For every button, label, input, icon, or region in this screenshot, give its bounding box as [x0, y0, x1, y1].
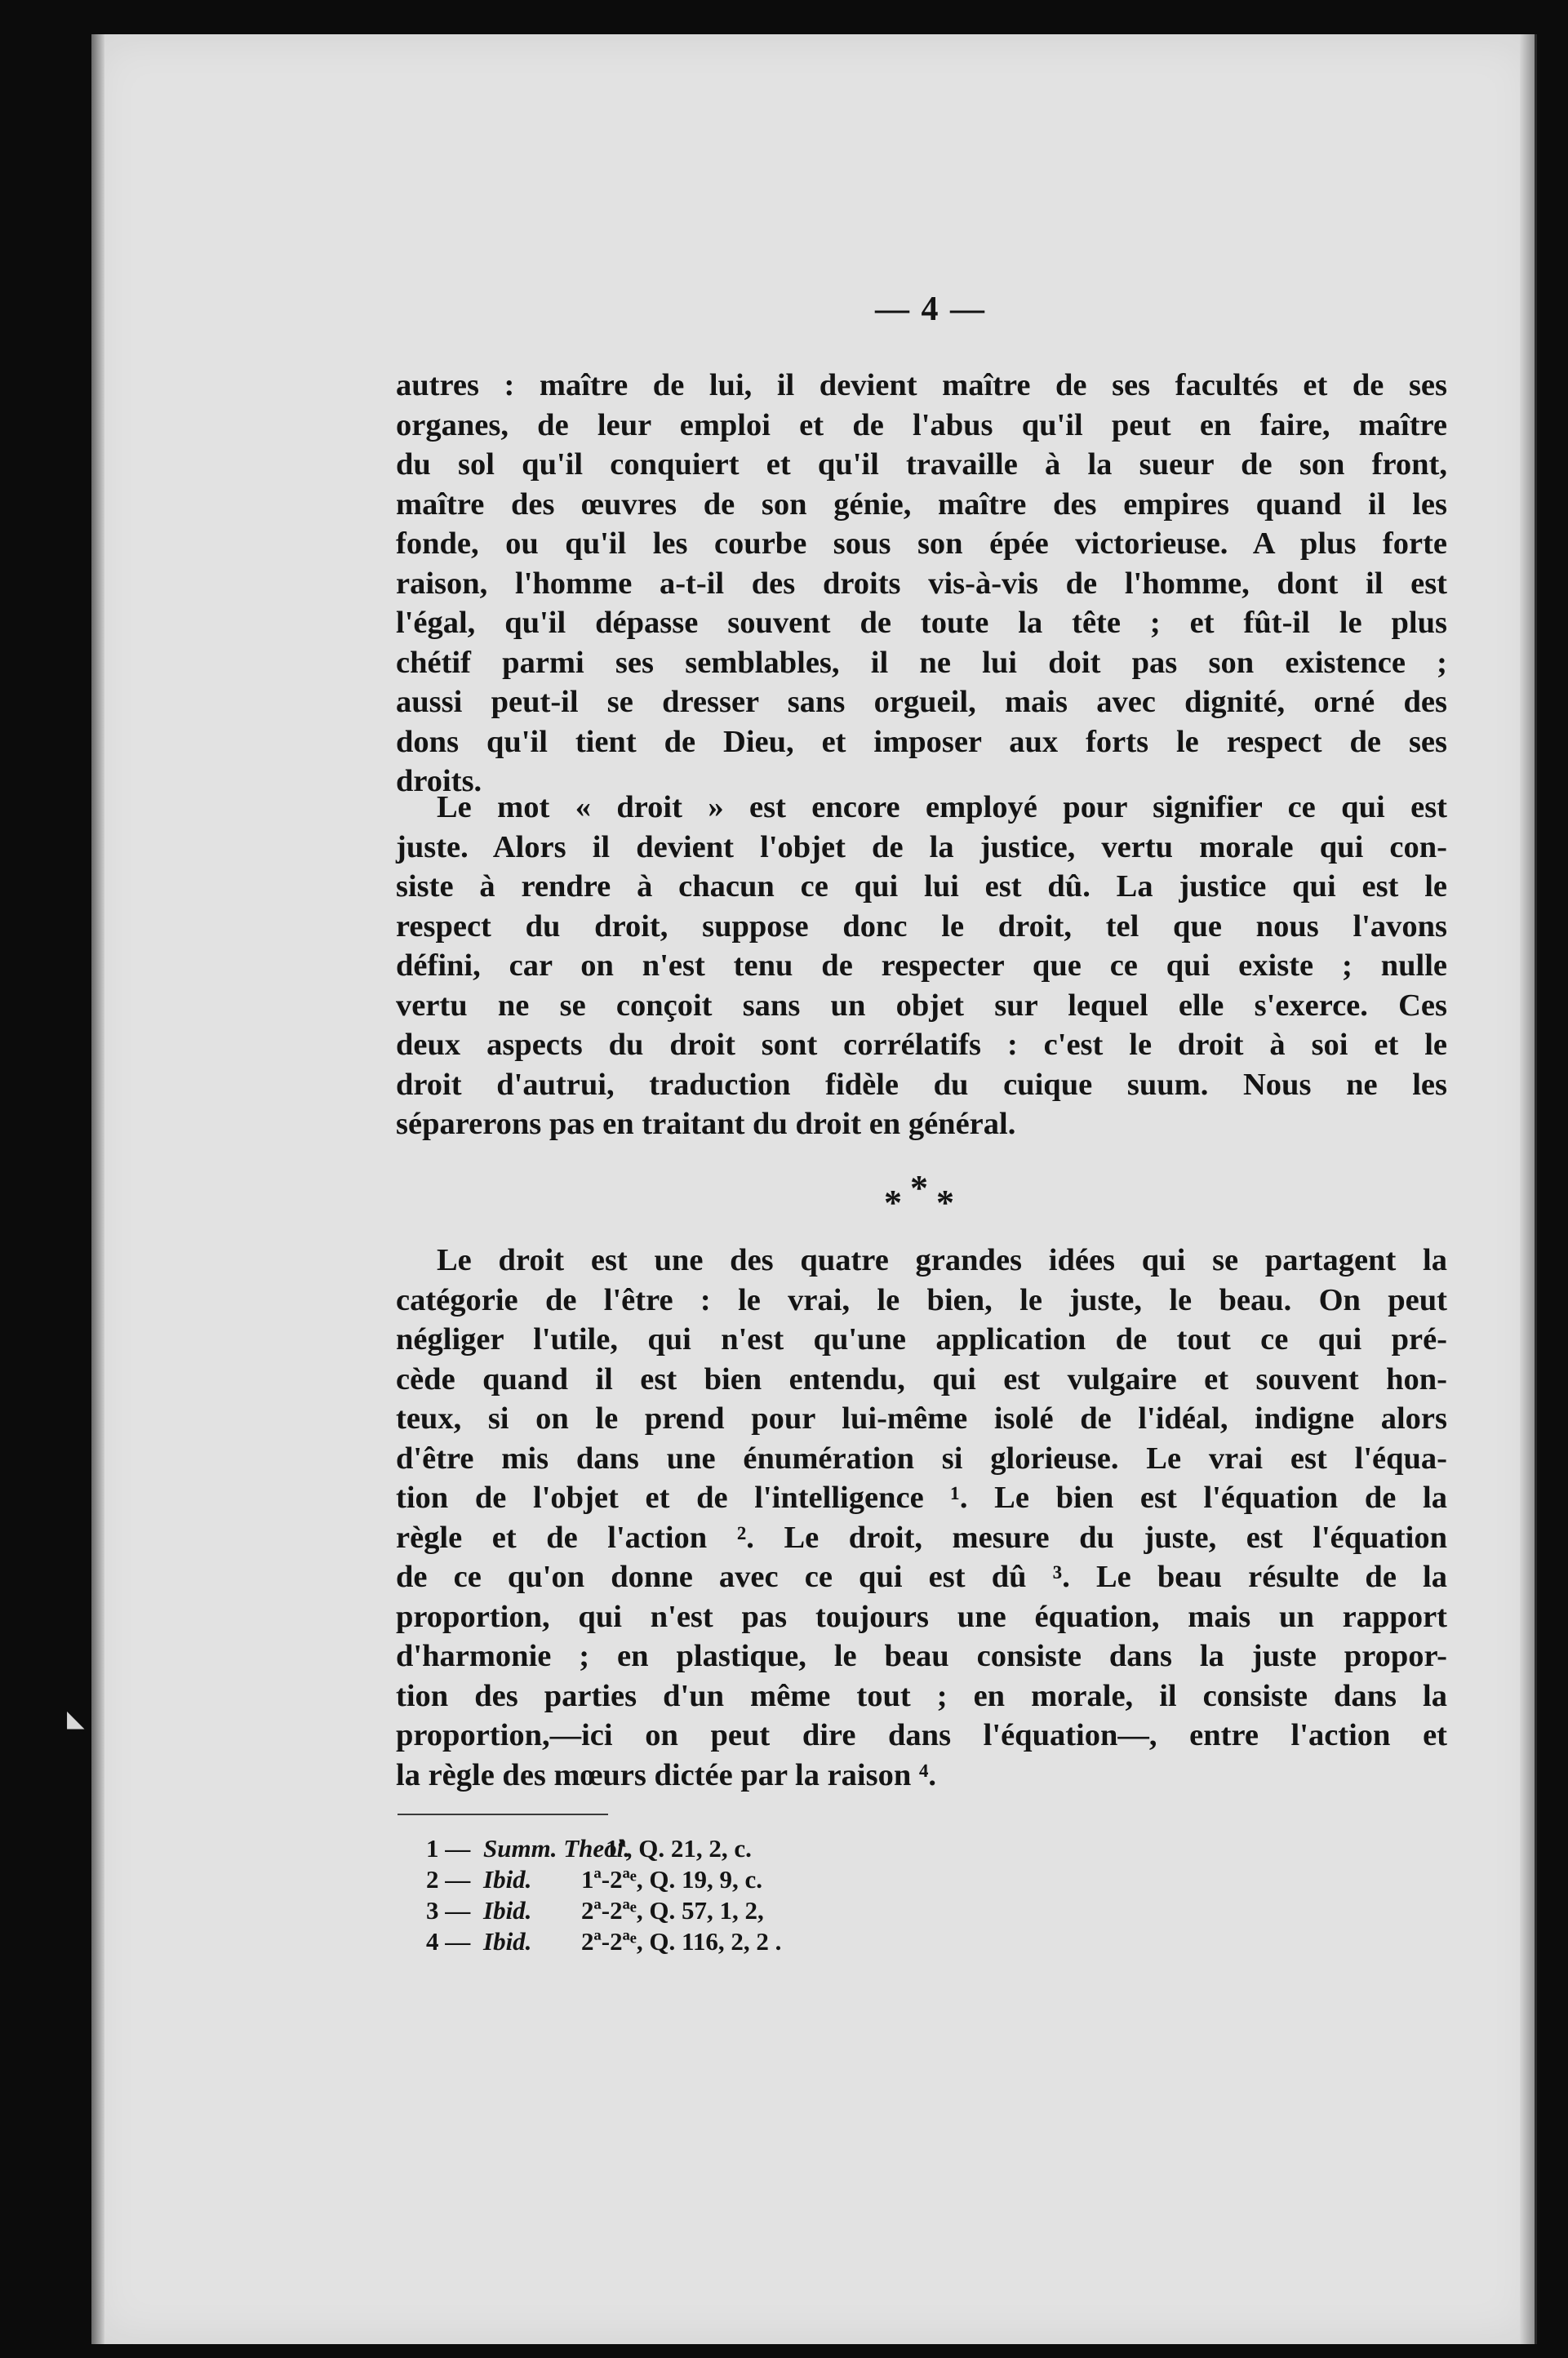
paragraph-line: proportion, qui n'est pas toujours une équation, mais un rapport — [396, 1599, 1447, 1634]
footnote-divider — [398, 1814, 608, 1815]
footnote-work: Ibid. — [483, 1896, 532, 1925]
paragraph-line: juste. Alors il devient l'objet de la justice, vertu morale qui con- — [396, 829, 1447, 864]
paragraph-line: fonde, ou qu'il les courbe sous son épée victorieuse. A plus forte — [396, 526, 1447, 561]
margin-mark: ◣ — [67, 1707, 85, 1732]
footnote — [426, 1833, 997, 1864]
footnote-reference: 1ª-2ªᵉ, Q. 19, 9, c. — [581, 1865, 763, 1894]
paragraph-line: teux, si on le prend pour lui-même isolé de l'idéal, indigne alors — [396, 1401, 1447, 1436]
paragraph-line: proportion,—ici on peut dire dans l'équation—, entre l'action et — [396, 1718, 1447, 1752]
footnote-reference: 2ª-2ªᵉ, Q. 57, 1, 2, — [581, 1896, 764, 1925]
paragraph-line: du sol qu'il conquiert et qu'il travaille à la sueur de son front, — [396, 447, 1447, 482]
separator-star: * — [884, 1183, 902, 1223]
paragraph-line: la règle des mœurs dictée par la raison ⁴. — [396, 1757, 937, 1792]
page-fold-line — [1535, 34, 1537, 2344]
paragraph-3 — [396, 1241, 1447, 1795]
footnote-work: Ibid. — [483, 1865, 532, 1894]
paragraph-line: d'être mis dans une énumération si glorieuse. Le vrai est l'équa- — [396, 1441, 1447, 1476]
page-number: — 4 — — [875, 291, 986, 328]
paragraph-line: vertu ne se conçoit sans un objet sur lequel elle s'exerce. Ces — [396, 988, 1447, 1023]
paragraph-line: catégorie de l'être : le vrai, le bien, le juste, le beau. On peut — [396, 1282, 1447, 1317]
footnote-marker: 2 — — [426, 1865, 471, 1894]
paragraph-line: droit d'autrui, traduction fidèle du cuique suum. Nous ne les — [396, 1067, 1447, 1102]
footnote — [426, 1895, 997, 1926]
paragraph-line: maître des œuvres de son génie, maître des empires quand il les — [396, 486, 1447, 522]
paragraph-line: Le mot « droit » est encore employé pour signifier ce qui est — [437, 790, 1447, 824]
paragraph-line: Le droit est une des quatre grandes idées qui se partagent la — [437, 1243, 1447, 1277]
paragraph-line: séparerons pas en traitant du droit en général. — [396, 1107, 1016, 1141]
footnote — [426, 1864, 997, 1895]
paragraph-line: tion des parties d'un même tout ; en morale, il consiste dans la — [396, 1678, 1447, 1713]
footnote-reference: 2ª-2ªᵉ, Q. 116, 2, 2 . — [581, 1927, 782, 1956]
page-right-edge — [1520, 34, 1536, 2344]
paragraph-2 — [396, 788, 1447, 1144]
footnotes — [426, 1833, 997, 1957]
page-left-edge — [91, 34, 104, 2344]
paragraph-line: respect du droit, suppose donc le droit, tel que nous l'avons — [396, 908, 1447, 944]
paragraph-line: règle et de l'action ². Le droit, mesure du juste, est l'équation — [396, 1520, 1447, 1555]
paragraph-line: siste à rendre à chacun ce qui lui est dû. La justice qui est le — [396, 869, 1447, 904]
paragraph-line: raison, l'homme a-t-il des droits vis-à-vis de l'homme, dont il est — [396, 566, 1447, 601]
paragraph-line: aussi peut-il se dresser sans orgueil, mais avec dignité, orné des — [396, 685, 1447, 719]
separator-star: * — [910, 1168, 928, 1208]
paragraph-line: tion de l'objet et de l'intelligence ¹. Le bien est l'équation de la — [396, 1481, 1447, 1515]
paragraph-line: défini, car on n'est tenu de respecter que ce qui existe ; nulle — [396, 948, 1447, 983]
paragraph-line: autres : maître de lui, il devient maître de ses facultés et de ses — [396, 368, 1447, 402]
section-separator — [861, 1166, 992, 1223]
paragraph-line: deux aspects du droit sont corrélatifs : c'est le droit à soi et le — [396, 1028, 1447, 1062]
footnote-marker: 4 — — [426, 1927, 471, 1956]
footnote-marker: 1 — — [426, 1834, 471, 1863]
paragraph-line: d'harmonie ; en plastique, le beau consiste dans la juste propor- — [396, 1639, 1447, 1673]
paragraph-line: cède quand il est bien entendu, qui est vulgaire et souvent hon- — [396, 1361, 1447, 1397]
footnote — [426, 1926, 997, 1957]
paragraph-line: de ce qu'on donne avec ce qui est dû ³. Le beau résulte de la — [396, 1560, 1447, 1594]
footnote-marker: 3 — — [426, 1896, 471, 1925]
paragraph-line: négliger l'utile, qui n'est qu'une application de tout ce qui pré- — [396, 1322, 1447, 1357]
separator-star: * — [936, 1183, 954, 1223]
footnote-work: Summ. Theol. — [483, 1834, 631, 1863]
paragraph-line: l'égal, qu'il dépasse souvent de toute la tête ; et fût-il le plus — [396, 606, 1447, 640]
footnote-work: Ibid. — [483, 1927, 532, 1956]
paragraph-line: dons qu'il tient de Dieu, et imposer aux forts le respect de ses — [396, 724, 1447, 759]
paragraph-line: droits. — [396, 764, 482, 798]
paragraph-line: organes, de leur emploi et de l'abus qu'il peut en faire, maître — [396, 407, 1447, 442]
paragraph-line: chétif parmi ses semblables, il ne lui doit pas son existence ; — [396, 645, 1447, 680]
footnote-reference: 1ª, Q. 21, 2, c. — [606, 1834, 752, 1863]
paragraph-1 — [396, 366, 1447, 802]
